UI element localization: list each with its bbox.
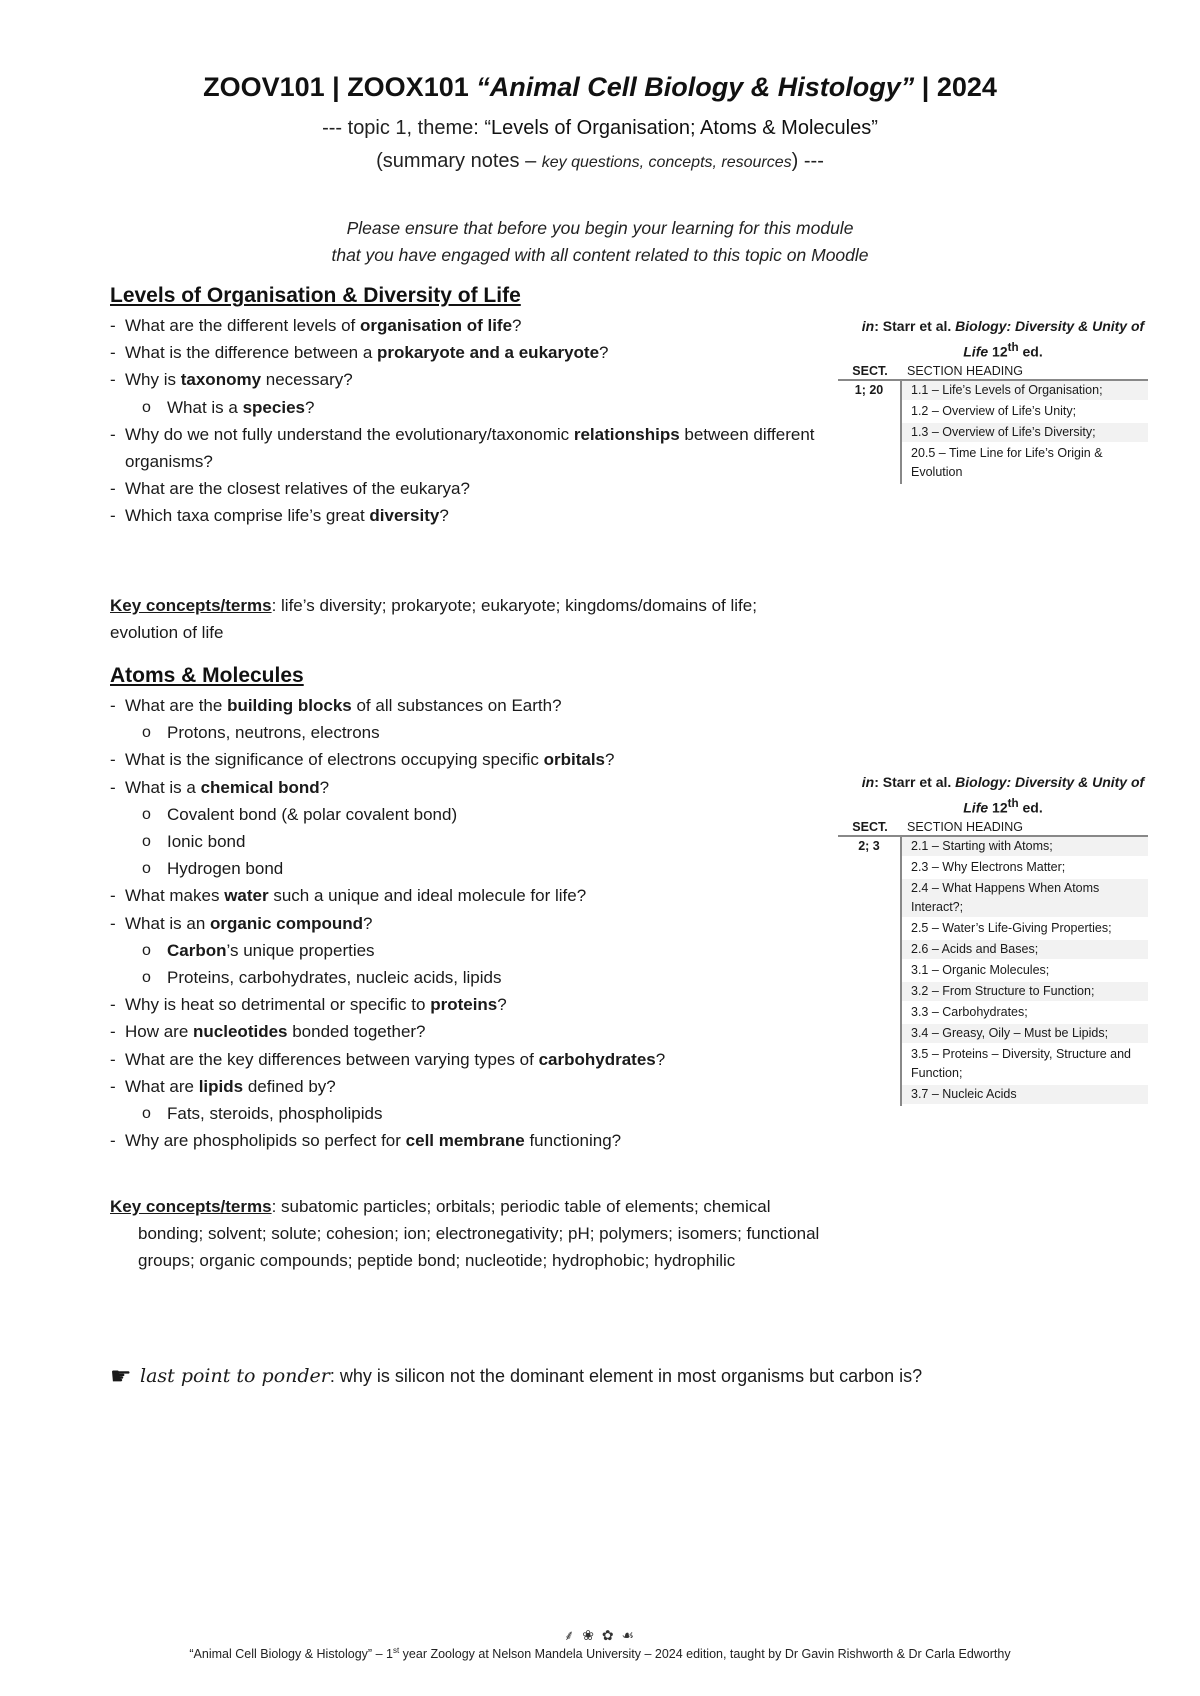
table-row [838,858,1148,879]
section-heading-entry: 3.4 – Greasy, Oily – Must be Lipids; [902,1024,1148,1043]
section-number [838,879,902,919]
section-number [838,1085,902,1106]
footer-text: “Animal Cell Biology & Histology” – 1 [189,1647,393,1662]
section-heading: Atoms & Molecules [110,664,304,687]
section-number: 2; 3 [838,837,902,858]
topic-prefix: --- topic 1, theme: “ [322,117,492,139]
table-row [838,1045,1148,1085]
sub-point [110,719,830,746]
question-text: such a unique and ideal molecule for life? [268,886,587,906]
topic-line [0,117,1200,140]
question-text: What is the difference between a [125,343,378,363]
reference-table [838,772,1148,1106]
section-number [838,961,902,982]
question-item [110,1018,830,1045]
section-levels-of-organisation [110,284,830,530]
reference-in: in [861,318,875,334]
table-row [838,940,1148,961]
section-heading-entry: 2.6 – Acids and Bases; [902,940,1148,959]
section-number [838,982,902,1003]
question-text: necessary? [261,370,353,390]
table-row [838,1024,1148,1045]
course-year: | 2024 [914,72,997,102]
table-row [838,1085,1148,1106]
question-text: functioning? [524,1131,622,1151]
sub-point [110,964,830,991]
question-item [110,692,830,719]
question-text: ? [319,777,330,797]
reference-author: : Starr et al. [874,774,956,790]
reference-edition-sup: th [1007,341,1019,354]
table-row [838,961,1148,982]
column-header-sect: SECT. [852,363,888,378]
notice-line: that you have engaged with all content related to this topic on Moodle [331,245,869,265]
question-list [110,692,830,1154]
reference-columns [838,363,1148,381]
section-number [838,858,902,879]
table-row [838,837,1148,858]
footer-ornament: ⸙ ❀ ✿ ☙ [563,1627,637,1643]
summary-close: ) --- [791,150,824,172]
section-number: 1; 20 [838,381,902,402]
sub-point [110,394,830,421]
reference-edition-end: ed. [1018,799,1043,816]
question-item [110,746,830,773]
key-concepts [110,1193,828,1275]
emphasis-term: species [242,397,305,417]
emphasis-term: nucleotides [193,1022,288,1042]
question-text: What is a [167,397,243,417]
table-row [838,402,1148,423]
sub-point [110,937,830,964]
question-text: ? [655,1049,666,1069]
question-text: ? [363,913,373,933]
page-title [0,72,1200,103]
question-item [110,421,830,475]
emphasis-term: relationships [573,424,680,444]
reference-author: : Starr et al. [874,318,956,334]
question-item [110,475,830,502]
section-heading-entry: 2.1 – Starting with Atoms; [902,837,1148,856]
key-concepts [110,592,800,646]
section-number [838,444,902,484]
section-heading-entry: 1.1 – Life’s Levels of Organisation; [902,381,1148,400]
question-text: What is a [125,777,201,797]
question-text: between different organisms? [125,424,815,472]
sub-point [110,801,830,828]
table-row [838,423,1148,444]
reference-table [838,316,1148,484]
question-text: What are [125,1076,199,1096]
question-text: What is the significance of electrons occupying specific [125,750,544,770]
column-header-heading: SECTION HEADING [907,363,1023,378]
emphasis-term: organisation of life [359,316,513,335]
summary-line [0,150,1200,173]
table-row [838,982,1148,1003]
section-heading-entry: 3.3 – Carbohydrates; [902,1003,1148,1022]
sub-point [110,855,830,882]
pointing-hand-icon: ☛ [110,1363,132,1390]
footer-credit [0,1646,1200,1661]
question-item [110,991,830,1018]
section-heading-entry: 3.1 – Organic Molecules; [902,961,1148,980]
section-number [838,919,902,940]
question-item [110,1046,830,1073]
emphasis-term: building blocks [227,696,352,715]
question-list [110,312,830,530]
key-concepts-label: Key concepts/terms [110,596,272,615]
question-item [110,910,830,937]
question-text: bonded together? [287,1022,426,1042]
section-heading-entry: 1.2 – Overview of Life’s Unity; [902,402,1148,421]
emphasis-term: carbohydrates [538,1049,656,1069]
section-heading-entry: 3.7 – Nucleic Acids [902,1085,1148,1104]
question-text: What are the key differences between varying types of [125,1049,539,1069]
key-concepts-text: : subatomic particles; orbitals; periodic table of elements; chemical bonding; solvent; solute; cohesion; ion; electronegativity; pH; polymers; isomers; functional groups; organic compounds; peptide bond; nucleotide; hydrophobic; hydrophilic [138,1197,820,1271]
question-text: Fats, steroids, phospholipids [167,1104,383,1124]
column-header-sect: SECT. [852,819,888,834]
section-number [838,1045,902,1085]
section-heading-entry: 2.3 – Why Electrons Matter; [902,858,1148,877]
question-text: Which taxa comprise life’s great [125,506,370,526]
question-text: Covalent bond (& polar covalent bond) [167,804,458,824]
key-concepts-text: : life’s diversity; prokaryote; eukaryote; kingdoms/domains of life; evolution of life [110,596,757,643]
emphasis-term: water [224,886,269,906]
table-row [838,919,1148,940]
section-number [838,1024,902,1045]
question-text: ’s unique properties [226,940,375,960]
section-heading-entry: 2.5 – Water’s Life-Giving Properties; [902,919,1148,938]
question-text: Protons, neutrons, electrons [167,723,380,743]
ponder-point [110,1362,1110,1391]
section-heading-entry: 2.4 – What Happens When Atoms Interact?; [902,879,1148,917]
reference-edition-end: ed. [1018,343,1043,360]
question-text: How are [125,1022,194,1042]
question-item [110,774,830,801]
ponder-label: last point to ponder [140,1365,330,1387]
question-item [110,339,830,366]
footer-sup: st [392,1646,400,1655]
course-codes: ZOOV101 | ZOOX101 [203,72,477,102]
question-text: What makes [125,886,225,906]
reference-edition: 12 [988,343,1008,360]
section-number [838,423,902,444]
reference-edition: 12 [988,799,1008,816]
emphasis-term: orbitals [543,750,605,770]
reference-heading [838,772,1148,819]
reference-book: Biology: Diversity & Unity of Life [955,318,1145,360]
question-text: Hydrogen bond [167,859,284,879]
question-text: Proteins, carbohydrates, nucleic acids, lipids [167,968,502,988]
question-text: What is an [125,913,211,933]
reference-book: Biology: Diversity & Unity of Life [955,774,1145,816]
question-text: ? [304,397,315,417]
section-heading: Levels of Organisation & Diversity of Life [110,284,521,307]
emphasis-term: cell membrane [405,1131,525,1151]
section-heading-entry: 3.5 – Proteins – Diversity, Structure and Function; [902,1045,1148,1083]
question-text: of all substances on Earth? [351,696,562,715]
question-text: What are the different levels of [125,316,360,335]
question-text: What are the closest relatives of the eukarya? [125,479,470,499]
notice-line: Please ensure that before you begin your learning for this module [346,218,854,238]
table-row [838,879,1148,919]
question-text: Why is [125,370,181,390]
section-number [838,940,902,961]
module-name: “Animal Cell Biology & Histology” [476,72,915,102]
question-text: defined by? [243,1076,336,1096]
emphasis-term: organic compound [210,913,364,933]
emphasis-term: Carbon [167,940,227,960]
ponder-text: : why is silicon not the dominant element in most organisms but carbon is? [329,1366,923,1386]
question-item [110,502,830,529]
table-row [838,444,1148,484]
section-atoms-and-molecules [110,664,830,1154]
question-text: Why do we not fully understand the evolutionary/taxonomic [125,424,574,444]
summary-open: (summary notes – [376,150,542,172]
summary-italic: key questions, concepts, resources [541,154,792,171]
question-item [110,312,830,339]
question-text: ? [599,343,609,363]
question-item [110,1127,830,1154]
footer-text: year Zoology at Nelson Mandela University – 2024 edition, taught by Dr Gavin Rishworth & Dr Carla Edworthy [399,1647,1011,1662]
emphasis-term: lipids [198,1076,244,1096]
question-text: Why is heat so detrimental or specific to [125,995,431,1015]
topic-theme: Levels of Organisation; Atoms & Molecules [491,117,872,139]
sub-point [110,1100,830,1127]
key-concepts-label: Key concepts/terms [110,1197,272,1216]
question-item [110,1073,830,1100]
section-heading-entry: 3.2 – From Structure to Function; [902,982,1148,1001]
reference-columns [838,819,1148,837]
table-row [838,1003,1148,1024]
emphasis-term: taxonomy [180,370,262,390]
section-number [838,402,902,423]
question-item [110,882,830,909]
section-heading-entry: 1.3 – Overview of Life’s Diversity; [902,423,1148,442]
emphasis-term: prokaryote and a eukaryote [377,343,600,363]
reference-heading [838,316,1148,363]
reference-in: in [861,774,875,790]
section-number [838,1003,902,1024]
notice [0,215,1200,269]
question-text: Why are phospholipids so perfect for [125,1131,406,1151]
question-text: ? [512,316,522,335]
table-row [838,381,1148,402]
emphasis-term: proteins [430,995,498,1015]
question-text: ? [497,995,507,1015]
column-header-heading: SECTION HEADING [907,819,1023,834]
emphasis-term: diversity [369,506,440,526]
emphasis-term: chemical bond [200,777,320,797]
sub-point [110,828,830,855]
topic-suffix: ” [871,117,878,139]
reference-edition-sup: th [1007,797,1019,810]
question-item [110,366,830,393]
question-text: ? [605,750,615,770]
question-text: What are the [125,696,228,715]
question-text: ? [439,506,449,526]
section-heading-entry: 20.5 – Time Line for Life’s Origin & Evolution [902,444,1148,482]
question-text: Ionic bond [167,832,246,852]
